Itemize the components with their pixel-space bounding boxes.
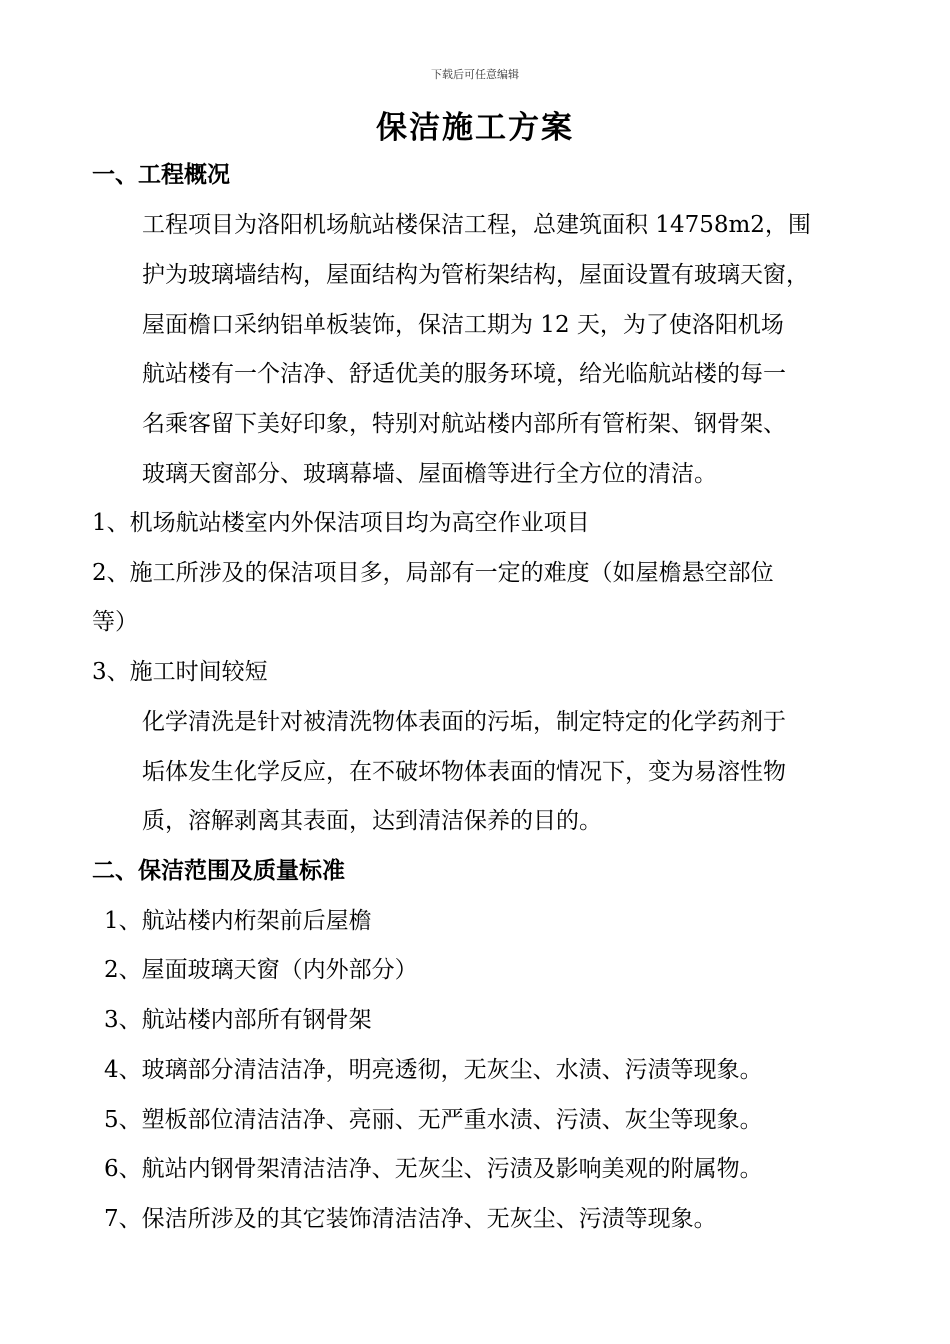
paragraph-line: 航站楼有一个洁净、舒适优美的服务环境，给光临航站楼的每一 <box>142 361 786 387</box>
paragraph-line: 屋面檐口采纳铝单板装饰，保洁工期为 12 天，为了使洛阳机场 <box>142 312 784 338</box>
list-item: 1、航站楼内桁架前后屋檐 <box>104 908 372 934</box>
page-title: 保洁施工方案 <box>376 110 574 146</box>
list-item: 3、航站楼内部所有钢骨架 <box>104 1007 372 1033</box>
list-item: 7、保洁所涉及的其它装饰清洁洁净、无灰尘、污渍等现象。 <box>104 1206 717 1232</box>
paragraph-line: 护为玻璃墙结构，屋面结构为管桁架结构，屋面设置有玻璃天窗， <box>142 262 809 288</box>
paragraph-line: 化学清洗是针对被清洗物体表面的污垢，制定特定的化学药剂于 <box>142 709 786 735</box>
section-heading-scope: 二、保洁范围及质量标准 <box>92 858 345 884</box>
paragraph-line: 玻璃天窗部分、玻璃幕墙、屋面檐等进行全方位的清洁。 <box>142 461 717 487</box>
list-item: 4、玻璃部分清洁洁净，明亮透彻，无灰尘、水渍、污渍等现象。 <box>104 1057 763 1083</box>
paragraph-line: 工程项目为洛阳机场航站楼保洁工程，总建筑面积 14758m2，围 <box>142 212 811 238</box>
list-item: 6、航站内钢骨架清洁洁净、无灰尘、污渍及影响美观的附属物。 <box>104 1156 763 1182</box>
list-item: 1、机场航站楼室内外保洁项目均为高空作业项目 <box>92 510 590 536</box>
paragraph-line: 质，溶解剥离其表面，达到清洁保养的目的。 <box>142 808 602 834</box>
list-item: 5、塑板部位清洁洁净、亮丽、无严重水渍、污渍、灰尘等现象。 <box>104 1107 763 1133</box>
paragraph-line: 垢体发生化学反应，在不破坏物体表面的情况下，变为易溶性物 <box>142 759 786 785</box>
paragraph-line: 名乘客留下美好印象，特别对航站楼内部所有管桁架、钢骨架、 <box>142 411 786 437</box>
list-item-continuation: 等） <box>92 609 138 635</box>
list-item: 2、屋面玻璃天窗（内外部分） <box>104 957 418 983</box>
section-heading-overview: 一、工程概况 <box>92 162 230 188</box>
list-item: 3、施工时间较短 <box>92 659 268 685</box>
header-note: 下载后可任意编辑 <box>431 68 519 81</box>
list-item: 2、施工所涉及的保洁项目多，局部有一定的难度（如屋檐悬空部位 <box>92 560 774 586</box>
